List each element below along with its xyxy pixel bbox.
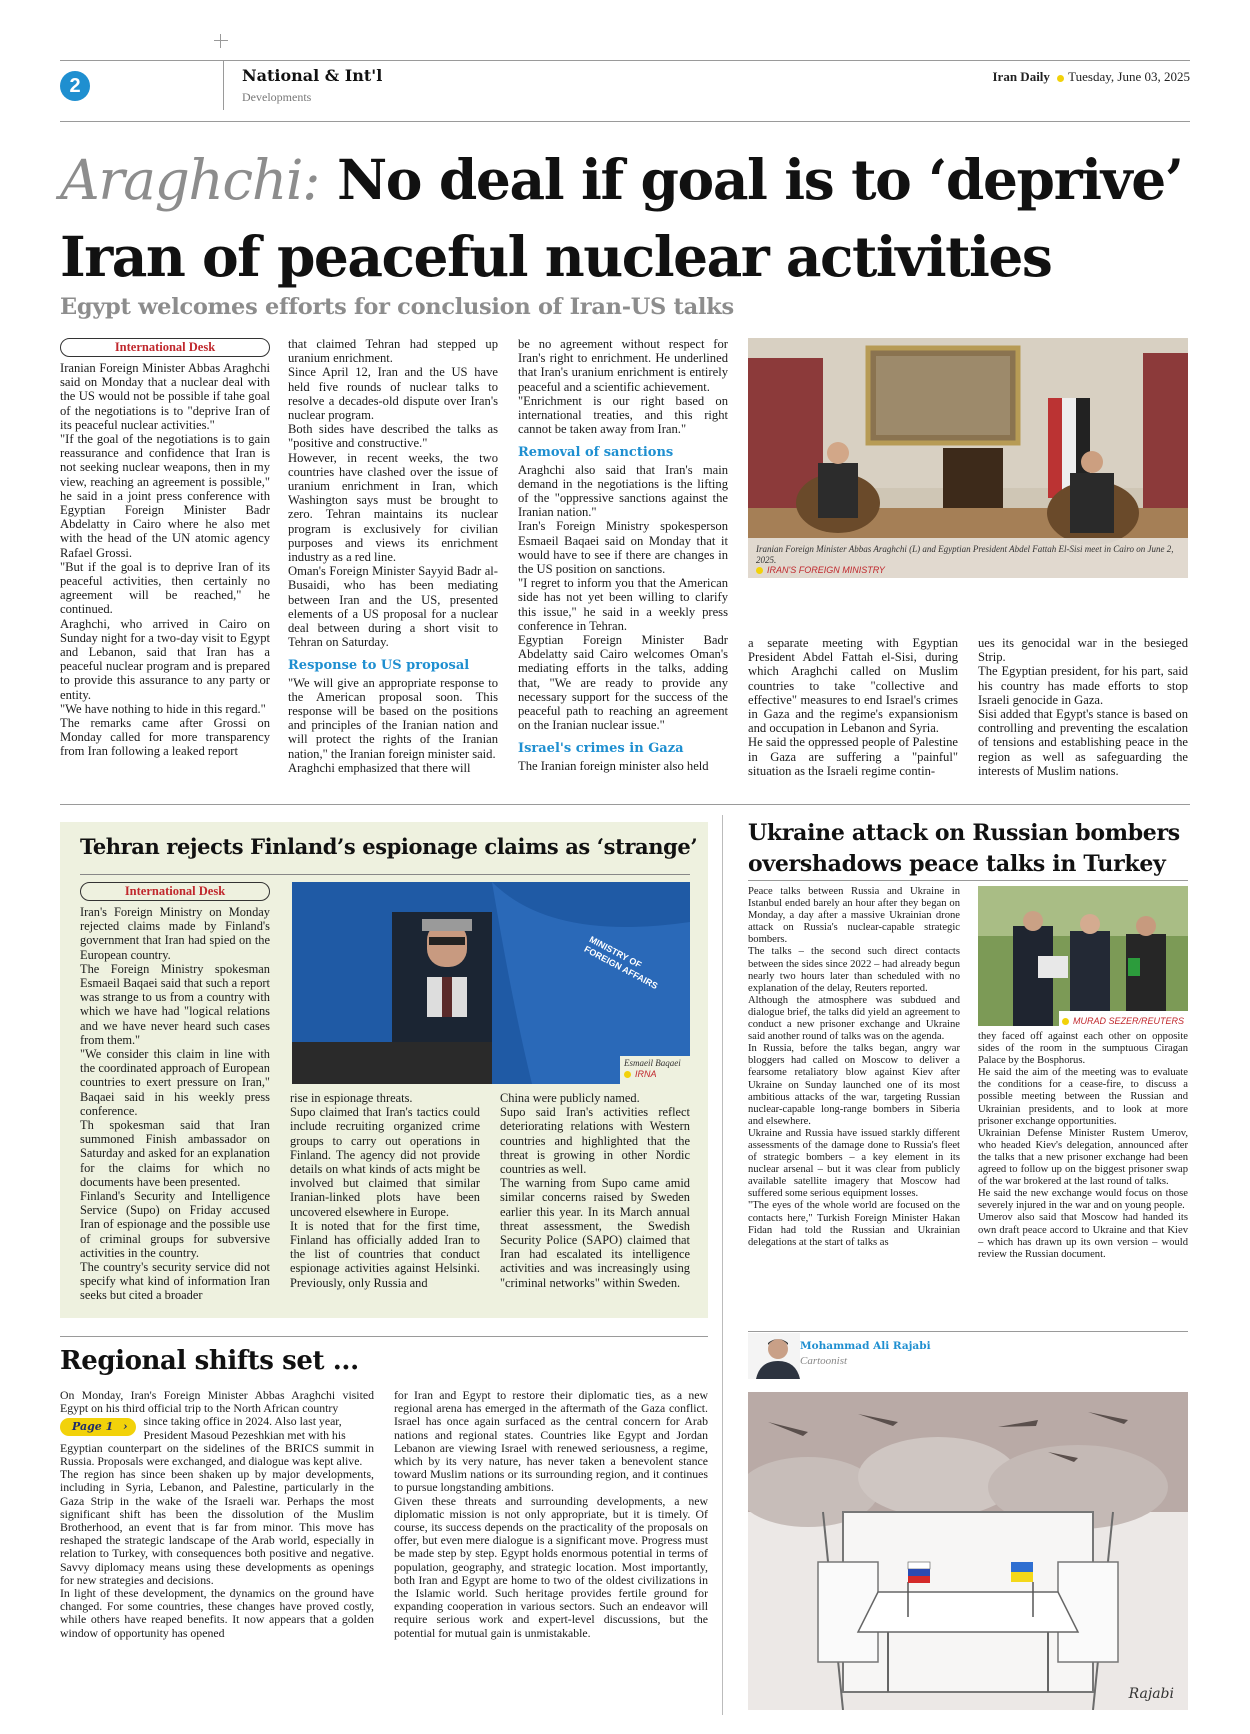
cartoon-illustration <box>748 1392 1188 1710</box>
paragraph: Supo said Iran's activities reflect deteriorating relations with Western countries and highlighted that the threat is growing in other Nordic countries as well. <box>500 1105 690 1177</box>
finland-col2 <box>290 1091 480 1290</box>
ukraine-headline-line2: overshadows peace talks in Turkey <box>748 851 1166 877</box>
paragraph: Iranian Foreign Minister Abbas Araghchi said on Monday that a nuclear deal with the US would not be possible if tahe goal of the negotiations is to "deprive Iran of its peaceful nuclear activities." <box>60 361 270 432</box>
subhead-sanctions: Removal of sanctions <box>518 445 674 461</box>
podium-sign: MINISTRY OF FOREIGN AFFAIRS <box>582 934 660 992</box>
main-article-col2 <box>288 337 498 775</box>
paragraph: Sisi added that Egypt's stance is based on controlling and preventing the escalation of tensions and establishing peace in the region as well as safeguarding the interests of Muslim nations. <box>978 707 1188 778</box>
photo-credit-text: IRNA <box>635 1069 657 1079</box>
paragraph: "I regret to inform you that the American side has not yet been willing to clarify this issue," he said in a weekly press conference in Tehran. <box>518 576 728 633</box>
main-article-col4 <box>748 636 958 778</box>
cartoonist-portrait <box>748 1333 800 1379</box>
photo-name: Esmaeil Baqaei <box>624 1058 681 1068</box>
lead-wrap <box>144 1415 374 1441</box>
cartoon-signature: Rajabi <box>1128 1686 1174 1702</box>
paragraph: Th spokesman said that Iran summoned Finish ambassador on Saturday and asked for an explanation for the claims for which no documents have been presented. <box>80 1118 270 1189</box>
main-article-col3 <box>518 337 728 773</box>
paragraph: be no agreement without respect for Iran's right to enrichment. He underlined that Iran's uranium enrichment is entirely peaceful and a scientific achievement. <box>518 337 728 394</box>
paragraph: that claimed Tehran had stepped up uranium enrichment. <box>288 337 498 366</box>
cartoonist-avatar <box>748 1333 800 1379</box>
paragraph: Oman's Foreign Minister Sayyid Badr al-Busaidi, who has been mediating between Iran and the US, presented elements of a US proposal for a nuclear deal between during a short visit to Tehran on Saturday. <box>288 564 498 650</box>
main-article-col1 <box>60 338 270 759</box>
paragraph: It is noted that for the first time, Finland has officially added Iran to the list of countries that conduct espionage activities against Helsinki. Previously, only Russia and <box>290 1218 480 1290</box>
paragraph: for Iran and Egypt to restore their diplomatic ties, as a new regional arena has emerged in the aftermath of the Gaza conflict. Israel has once again surfaced as the central concern for Arab nations and regional states. Countries like Egypt and Jordan Lebanon are viewing Israel with renewed seriousness, a regime, which by its very nature, has never taken a benevolent stance toward Muslim nations or its surrounding region, and it continues to pursue longstanding ambitions. <box>394 1388 708 1495</box>
regional-headline: Regional shifts set ... <box>60 1346 359 1376</box>
paragraph: Since April 12, Iran and the US have held five rounds of nuclear talks to resolve a decades-old dispute over Iran's nuclear program. <box>288 365 498 423</box>
credit-dot <box>756 567 763 574</box>
main-article-col5 <box>978 636 1188 778</box>
finland-headline-rule <box>80 874 690 875</box>
finland-headline: Tehran rejects Finland’s espionage claims as ‘strange’ <box>80 834 698 859</box>
header-bottom-rule <box>60 121 1190 122</box>
page-number-badge <box>60 71 90 101</box>
paragraph: Iran's Foreign Ministry on Monday rejected claims made by Finland's government that Iran had spied on the European country. <box>80 905 270 962</box>
main-photo-credit-text: IRAN'S FOREIGN MINISTRY <box>767 565 885 575</box>
paragraph: China were publicly named. <box>500 1091 640 1105</box>
cartoon-panel <box>748 1392 1188 1710</box>
regional-col2 <box>394 1389 708 1640</box>
cartoonist-name: Mohammad Ali Rajabi <box>800 1340 931 1352</box>
cartoonist-role: Cartoonist <box>800 1355 848 1367</box>
headline-line1: No deal if goal is to ‘deprive’ <box>336 147 1183 212</box>
paragraph: The talks – the second such direct contacts between the sides since 2022 – had already begun nearly two hours later than scheduled with no explanation of the delay, Reuters reported. <box>748 946 960 994</box>
ukraine-photo-credit <box>1062 1016 1184 1026</box>
paragraph: rise in espionage threats. <box>290 1091 413 1105</box>
paragraph: The remarks came after Grossi on Monday called for more transparency from Iran following a leaked report <box>60 716 270 759</box>
main-headline-line2: Iran of peaceful nuclear activities <box>60 224 1052 289</box>
paragraph: they faced off against each other on opposite sides of the room in the sumptuous Ciragan Palace by the Bosphorus. <box>978 1031 1188 1067</box>
main-photo-caption: Iranian Foreign Minister Abbas Araghchi (L) and Egyptian President Abdel Fattah El-Sisi meet in Cairo on June 2, 2025. <box>756 544 1174 565</box>
meeting-photo-illustration <box>748 338 1188 578</box>
paragraph: The country's security service did not specify what kind of information Iran seeks but cited a broader <box>80 1260 270 1303</box>
desk-label: International Desk <box>60 338 270 357</box>
paragraph: Araghchi also said that Iran's main demand in the negotiations is the lifting of the "oppressive sanctions against the Iranian nation." <box>518 462 728 520</box>
credit-dot <box>624 1071 631 1078</box>
regional-col1 <box>60 1389 374 1640</box>
paragraph: He said the new exchange would focus on those severely injured in the war and on young people. <box>978 1188 1188 1212</box>
paragraph: President Masoud Pezeshkian met with his <box>143 1427 346 1442</box>
paragraph: In Russia, before the talks began, angry war bloggers had called on Moscow to deliver a fearsome retaliatory blow against Kiev after Ukraine on Sunday launched one of its most ambitious attacks of the war, targeting Russian nuclear-capable long-range bombers in Siberia and elsewhere. <box>748 1043 960 1127</box>
credit-dot <box>1062 1018 1069 1025</box>
ukraine-credit-box <box>1059 1011 1188 1026</box>
paragraph: "But if the goal is to deprive Iran of its peaceful activities, then certainly no agreement will be reached," he continued. <box>60 559 270 617</box>
paragraph: In light of these development, the dynamics on the ground have changed. For some countries, these changes have proved costly, while others have reaped benefits. It now appears that a golden window of opportunity has opened <box>60 1586 374 1640</box>
main-headline <box>60 147 1183 212</box>
ukraine-photo-credit-text: MURAD SEZER/REUTERS <box>1072 1016 1184 1026</box>
paragraph: The Egyptian president, for his part, said his country has made efforts to stop Israeli genocide in Gaza. <box>978 664 1188 707</box>
header-top-rule <box>60 60 1190 61</box>
cartoon-top-rule <box>748 1331 1188 1332</box>
paragraph: Peace talks between Russia and Ukraine in Istanbul ended barely an hour after they began on Monday, a day after a massive Ukrainian drone attack on Russia's nuclear-capable strategic bombers. <box>748 886 960 946</box>
paragraph: He said the oppressed people of Palestine in Gaza are suffering a "painful" situation as the Israeli regime contin- <box>748 735 958 778</box>
ukraine-col2 <box>978 1031 1188 1261</box>
paragraph: since taking office in 2024. Also last year, <box>143 1414 342 1429</box>
paragraph: Iran's Foreign Ministry spokesperson Esmaeil Baqaei said on Monday that it would have to see if there are changes in the US position on sanctions. <box>518 519 728 577</box>
section-title: National & Int'l <box>242 66 383 85</box>
paragraph: Although the atmosphere was subdued and dialogue brief, the talks did yield an agreement to conduct a new prisoner exchange and Ukraine said another round of talks was on the agenda. <box>748 994 960 1043</box>
paragraph: The warning from Supo came amid similar concerns raised by Sweden earlier this year. In its March annual threat assessment, the Swedish Security Police (SAPO) claimed that Iran had escalated its intelligence activities and was increasingly using "criminal networks" within Sweden. <box>500 1176 690 1290</box>
paragraph: However, in recent weeks, the two countries have clashed over the issue of uranium enrichment in Iran, which Washington says must be brought to zero. Tehran maintains its nuclear program is exclusively for civilian purposes and views its enrichment industry as a red line. <box>288 450 498 565</box>
finland-photo <box>292 882 690 1084</box>
ukraine-col1 <box>748 886 960 1249</box>
lead-row <box>60 1415 374 1441</box>
main-subheadline: Egypt welcomes efforts for conclusion of Iran-US talks <box>60 294 734 320</box>
desk-label: International Desk <box>80 882 270 901</box>
paragraph: Ukrainian Defense Minister Rustem Umerov, who headed Kiev's delegation, announced after the talks that a new prisoner exchange had been agreed to follow up on the biggest prisoner swap of the war brokered at the last round of talks. <box>978 1127 1188 1188</box>
paragraph: The region has since been shaken up by major developments, including in Syria, Lebanon, and Palestine, particularly in the Gaza Strip in the wake of the Israeli war. Perhaps the most significant shift has been the dissolution of the Muslim Brotherhood, an event that is far from minor. This move has reshaped the strategic landscape of the Arab world, especially in relation to Turkey, with consequences both positive and negative. Savvy diplomacy means using these developments as openings for new strategies and decisions. <box>60 1467 374 1587</box>
ukraine-photo <box>978 886 1188 1026</box>
paragraph: Given these threats and surrounding developments, a new diplomatic mission is not only appropriate, but it is timely. Of course, its success depends on the practicality of the proposals on offer, but even mere dialogue is a significant move. Progress must be made step by step. Egypt holds enormous potential in terms of population, geography, and strategic location. Most importantly, both Iran and Egypt are home to two of the oldest civilizations in the Islamic world. Such heritage provides fertile ground for expanding cooperation in various sectors. Such an endeavor will require serious work and expert-level discussions, but the potential for mutual gain is unmistakable. <box>394 1493 708 1640</box>
masthead-info <box>993 69 1191 85</box>
paragraph: The Foreign Ministry spokesman Esmaeil Baqaei said that such a report was strange to us from a country with which we have had "logical relations and we have never heard such cases from them." <box>80 961 270 1047</box>
photo-credit <box>624 1069 686 1079</box>
page-ref-button[interactable] <box>60 1418 136 1436</box>
crop-mark <box>214 34 228 48</box>
paragraph: Supo claimed that Iran's tactics could include recruiting organized crime groups to carry out operations in Finland. The agency did not provide details on what kinds of acts might be involved but claimed that similar Iranian-linked plots have been uncovered elsewhere in Europe. <box>290 1105 480 1219</box>
paragraph: Umerov also said that Moscow had handed its own draft peace accord to Ukraine and that Kiev – which has drawn up its own version – would review the Russian document. <box>978 1212 1188 1260</box>
header-divider <box>223 60 224 110</box>
subsection-title: Developments <box>242 90 312 104</box>
paper-name: Iran Daily <box>992 69 1050 84</box>
ukraine-headline-line1: Ukraine attack on Russian bombers <box>748 820 1180 846</box>
delegation-photo-illustration <box>978 886 1188 1026</box>
spokesman-photo-illustration <box>292 882 690 1084</box>
ukraine-headline-rule <box>748 880 1188 881</box>
paragraph: "Enrichment is our right based on international treaties, and this right cannot be taken away from Iran." <box>518 393 728 437</box>
subhead-gaza: Israel's crimes in Gaza <box>518 741 684 757</box>
chevron-right-icon: › <box>123 1420 128 1434</box>
paragraph: Araghchi, who arrived in Cairo on Sunday night for a two-day visit to Egypt and Lebanon, said that Iran has a peaceful nuclear program and is prepared to provide this assurance to any party or entity. <box>60 616 270 702</box>
paragraph: a separate meeting with Egyptian President Abdel Fattah el-Sisi, during which Araghchi called on Muslim countries to take "collective and effective" measures to end Israel's crimes in Gaza and the regime's expansionism and occupation in Lebanon and Syria. <box>748 636 958 736</box>
finland-col3 <box>500 1091 690 1290</box>
paragraph: "We have nothing to hide in this regard." <box>60 701 266 716</box>
paragraph: "We consider this claim in line with the coordinated approach of European countries to exert pressure on Iran," Baqaei said in his weekly press conference. <box>80 1047 270 1118</box>
main-photo-credit <box>756 565 885 575</box>
ukraine-headline <box>748 818 1180 880</box>
paragraph: Egyptian counterpart on the sidelines of the BRICS summit in Russia. Proposals were exchanged, and dialogue was kept alive. <box>60 1440 374 1469</box>
paragraph: Finland's Security and Intelligence Service (Supo) on Friday accused Iran of espionage and the possible use of criminal groups for subversive activities in the country. <box>80 1189 270 1260</box>
paragraph: Both sides have described the talks as "positive and constructive." <box>288 422 498 451</box>
photo-name-box <box>620 1056 690 1084</box>
page-number: 2 <box>69 75 81 97</box>
main-photo <box>748 338 1188 578</box>
paragraph: "We will give an appropriate response to the American proposal soon. This response will be based on the positions and principles of the Iranian nation and will protect the rights of the Iranian nation," the Iranian foreign minister said. <box>288 675 498 761</box>
finland-box <box>60 822 708 1318</box>
paragraph: "If the goal of the negotiations is to gain reassurance and confidence that Iran is not seeking nuclear weapons, then in my view, reaching an agreement is possible," he said in a joint press conference with Egyptian Foreign Minister Badr Abdelatty in Cairo where he also met with the head of the UN atomic agency Rafael Grossi. <box>60 432 270 560</box>
paragraph: Ukraine and Russia have issued starkly different assessments of the damage done to Russia's fleet of strategic bombers – a key element in its nuclear arsenal – but it was clear from publicly available satellite imagery that Moscow had suffered some serious equipment losses. <box>748 1127 960 1200</box>
headline-kicker: Araghchi: <box>60 148 320 212</box>
issue-date: Tuesday, June 03, 2025 <box>1068 69 1190 84</box>
paragraph: The Iranian foreign minister also held <box>518 758 709 773</box>
paragraph: Araghchi emphasized that there will <box>288 760 471 775</box>
separator-dot <box>1057 75 1064 82</box>
regional-top-rule <box>60 1336 708 1337</box>
paragraph: ues its genocidal war in the besieged Strip. <box>978 636 1188 665</box>
paragraph: On Monday, Iran's Foreign Minister Abbas Araghchi visited Egypt on his third official trip to the North African country <box>60 1388 374 1416</box>
page-ref-label: Page 1 <box>72 1420 114 1434</box>
finland-col1 <box>80 882 270 1303</box>
section-rule <box>60 804 1190 805</box>
paragraph: "The eyes of the whole world are focused on the contacts here," Turkish Foreign Minister Hakan Fidan had told the Russian and Ukrainian delegations at the start of talks as <box>748 1200 960 1248</box>
paragraph: He said the aim of the meeting was to evaluate the conditions for a cease-fire, to discuss a possible meeting between the Russian and Ukrainian presidents, and to look at more prisoner exchange opportunities. <box>978 1067 1188 1127</box>
column-divider <box>722 815 723 1715</box>
subhead-response: Response to US proposal <box>288 658 470 674</box>
paragraph: Egyptian Foreign Minister Badr Abdelatty said Cairo welcomes Oman's mediating efforts in the talks, adding that, "We are ready to provide any necessary support for the success of the peaceful path to reaching an agreement on the Iranian nuclear issue." <box>518 633 728 733</box>
